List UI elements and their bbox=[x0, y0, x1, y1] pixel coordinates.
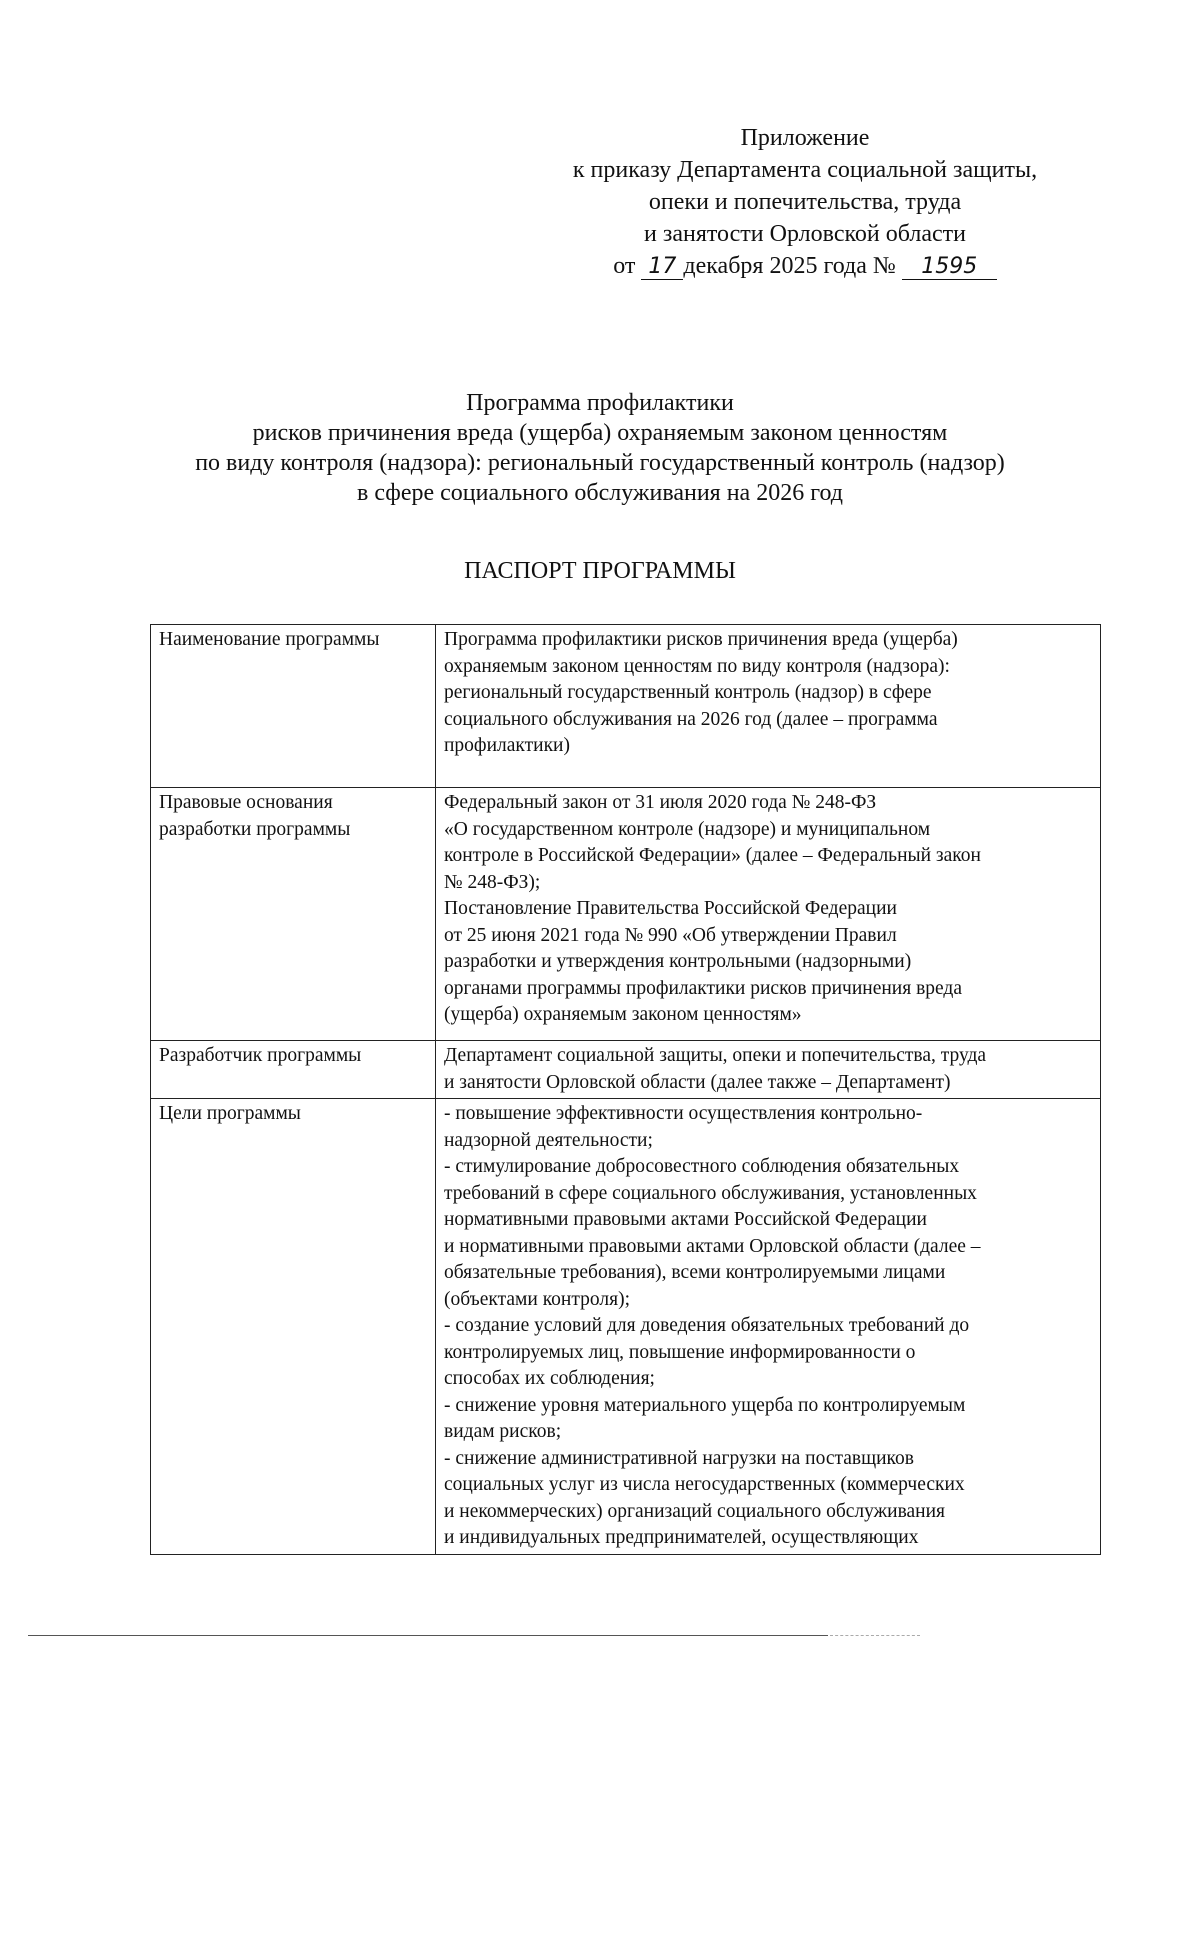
content-line: Федеральный закон от 31 июля 2020 года № 248-ФЗ bbox=[444, 792, 877, 813]
row-content bbox=[436, 788, 1101, 1041]
content-line: нормативными правовыми актами Российской Федерации bbox=[444, 1209, 927, 1230]
appendix-line: к приказу Департамента социальной защиты, bbox=[572, 157, 1038, 183]
content-line: видам рисков; bbox=[444, 1421, 562, 1442]
content-line: и нормативными правовыми актами Орловской области (далее – bbox=[444, 1235, 981, 1257]
footer-divider bbox=[28, 1635, 828, 1636]
passport-heading: ПАСПОРТ ПРОГРАММЫ bbox=[464, 558, 736, 584]
content-line: способах их соблюдения; bbox=[444, 1368, 655, 1389]
title-line: рисков причинения вреда (ущерба) охраняемым законом ценностям bbox=[252, 420, 948, 446]
content-line: профилактики) bbox=[444, 735, 570, 756]
row-content bbox=[436, 625, 1101, 788]
handwritten-order-number: 1595 bbox=[902, 255, 997, 280]
content-line: обязательные требования), всеми контролируемыми лицами bbox=[444, 1262, 946, 1283]
appendix-line: опеки и попечительства, труда bbox=[648, 189, 962, 215]
title-line: в сфере социального обслуживания на 2026 год bbox=[357, 480, 843, 506]
label-line: разработки программы bbox=[159, 818, 351, 840]
row-label bbox=[151, 788, 436, 1041]
content-line: органами программы профилактики рисков причинения вреда bbox=[444, 977, 962, 999]
content-line: региональный государственный контроль (надзор) в сфере bbox=[444, 682, 932, 703]
content-line: «О государственном контроле (надзоре) и муниципальном bbox=[444, 818, 931, 840]
table-row bbox=[151, 1099, 1101, 1555]
row-content bbox=[436, 1041, 1101, 1099]
content-line: Программа профилактики рисков причинения вреда (ущерба) bbox=[444, 629, 958, 650]
title-line: по виду контроля (надзора): региональный государственный контроль (надзор) bbox=[195, 450, 1005, 476]
date-month-year: декабря 2025 года № bbox=[683, 253, 896, 279]
appendix-date-line bbox=[520, 250, 1090, 282]
content-line: и занятости Орловской области (далее также – Департамент) bbox=[444, 1071, 951, 1093]
content-line: (объектами контроля); bbox=[444, 1288, 630, 1310]
program-title bbox=[120, 388, 1080, 508]
content-line: требований в сфере социального обслуживания, установленных bbox=[444, 1182, 977, 1204]
content-line: - стимулирование добросовестного соблюдения обязательных bbox=[444, 1156, 960, 1177]
content-line: от 25 июня 2021 года № 990 «Об утверждении Правил bbox=[444, 924, 897, 946]
row-content bbox=[436, 1099, 1101, 1555]
content-line: - снижение административной нагрузки на поставщиков bbox=[444, 1447, 914, 1469]
content-line: (ущерба) охраняемым законом ценностям» bbox=[444, 1004, 802, 1025]
table-row bbox=[151, 1041, 1101, 1099]
appendix-line: Приложение bbox=[740, 125, 870, 151]
table-row bbox=[151, 788, 1101, 1041]
title-line: Программа профилактики bbox=[466, 390, 734, 416]
handwritten-day: 17 bbox=[641, 255, 683, 280]
date-prefix: от bbox=[613, 253, 636, 279]
content-line: Департамент социальной защиты, опеки и попечительства, труда bbox=[444, 1045, 987, 1066]
content-line: - снижение уровня материального ущерба по контролируемым bbox=[444, 1394, 966, 1416]
content-line: - создание условий для доведения обязательных требований до bbox=[444, 1315, 970, 1336]
content-line: социального обслуживания на 2026 год (далее – программа bbox=[444, 708, 938, 730]
content-line: - повышение эффективности осуществления контрольно- bbox=[444, 1103, 923, 1124]
content-line: социальных услуг из числа негосударственных (коммерческих bbox=[444, 1474, 965, 1495]
content-line: контроле в Российской Федерации» (далее – Федеральный закон bbox=[444, 845, 981, 866]
label-line: Разработчик программы bbox=[159, 1045, 362, 1066]
content-line: контролируемых лиц, повышение информированности о bbox=[444, 1341, 916, 1363]
content-line: № 248-ФЗ); bbox=[444, 871, 541, 893]
row-label bbox=[151, 1099, 436, 1555]
label-line: Цели программы bbox=[159, 1103, 301, 1124]
row-label bbox=[151, 625, 436, 788]
footer-divider-tail bbox=[830, 1635, 920, 1636]
label-line: Правовые основания bbox=[159, 792, 333, 813]
label-line: Наименование программы bbox=[159, 629, 380, 650]
content-line: охраняемым законом ценностям по виду контроля (надзора): bbox=[444, 655, 950, 677]
content-line: Постановление Правительства Российской Федерации bbox=[444, 898, 897, 919]
row-label bbox=[151, 1041, 436, 1099]
content-line: надзорной деятельности; bbox=[444, 1129, 653, 1151]
passport-table bbox=[150, 624, 1101, 1555]
content-line: и индивидуальных предпринимателей, осуществляющих bbox=[444, 1527, 919, 1548]
table-row bbox=[151, 625, 1101, 788]
content-line: и некоммерческих) организаций социального обслуживания bbox=[444, 1500, 946, 1522]
appendix-header bbox=[520, 122, 1090, 282]
content-line: разработки и утверждения контрольными (надзорными) bbox=[444, 951, 912, 972]
appendix-line: и занятости Орловской области bbox=[644, 221, 966, 247]
